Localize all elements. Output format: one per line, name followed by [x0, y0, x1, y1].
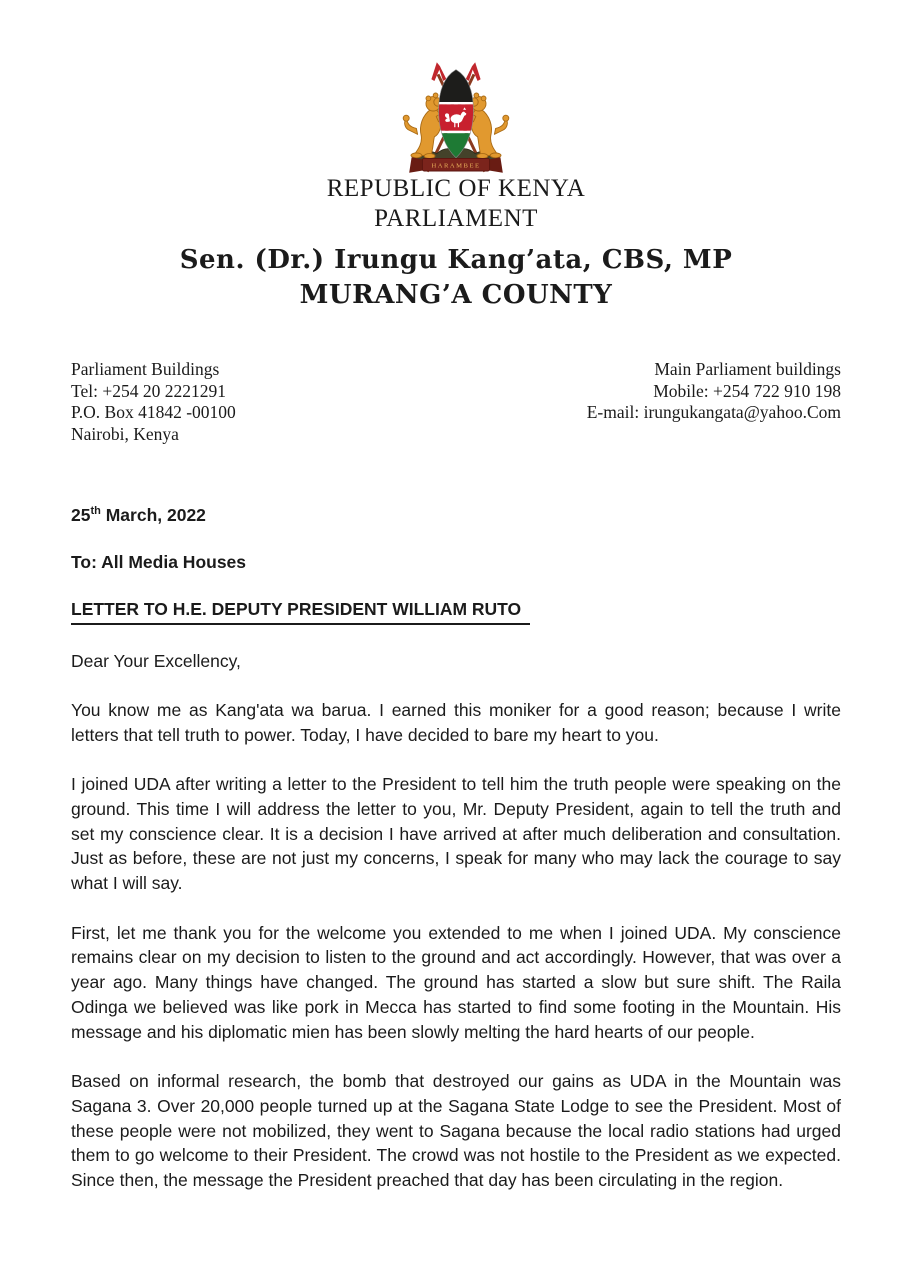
- date-day: 25: [71, 504, 91, 525]
- subject-text: LETTER TO H.E. DEPUTY PRESIDENT WILLIAM RUTO: [71, 597, 530, 625]
- subject-line: [71, 597, 841, 625]
- contact-left-line: Nairobi, Kenya: [71, 423, 179, 444]
- motto-text: HARAMBEE: [431, 162, 481, 170]
- kenya-coat-of-arms: [378, 60, 534, 174]
- paragraph: I joined UDA after writing a letter to the President to tell him the truth people were speaking on the ground. This time I will address the letter to you, Mr. Deputy President, again to tell the truth and set my conscience clear. It is a decision I have arrived at after much deliberation and consultation. Just as before, these are not just my concerns, I speak for many who may lack the courage to say what I will say.: [71, 774, 841, 894]
- paragraph: Based on informal research, the bomb that destroyed our gains as UDA in the Mountain was Sagana 3. Over 20,000 people turned up at the Sagana State Lodge to see the President. Most of these people were not mobilized, they went to Sagana because the local radio stations had urged them to go welcome to their President. The crowd was not hostile to the President as we expected. Since then, the message the President preached that day has been circulating in the region.: [71, 1071, 841, 1191]
- contact-block: [71, 359, 841, 445]
- letter-body: [71, 499, 841, 1193]
- letterhead-senator: Sen. (Dr.) Irungu Kang’ata, CBS, MP: [179, 245, 733, 275]
- contact-right-line: Mobile: +254 722 910 198: [653, 380, 841, 401]
- contact-left-line: Parliament Buildings: [71, 359, 220, 379]
- motto-banner: [409, 157, 503, 173]
- letterhead-county: MURANG’A COUNTY: [299, 280, 613, 310]
- contact-left-line: Tel: +254 20 2221291: [71, 380, 226, 401]
- date-line: [71, 499, 841, 528]
- letterhead-parliament: PARLIAMENT: [374, 205, 538, 232]
- to-line: To: All Media Houses: [71, 551, 247, 572]
- contact-right: [587, 359, 841, 445]
- contact-right-line: E-mail: irungukangata@yahoo.Com: [586, 402, 841, 422]
- contact-left: [71, 359, 236, 445]
- paragraph: First, let me thank you for the welcome you extended to me when I joined UDA. My conscience remains clear on my decision to listen to the ground and act accordingly. However, that was over a year ago. Many things have changed. The ground has started a slow but sure shift. The Raila Odinga we believed was like pork in Mecca has started to find some footing in the Mountain. His message and his diplomatic mien has been slowly melting the hard hearts of our people.: [71, 922, 841, 1042]
- date-ordinal: th: [90, 505, 101, 517]
- date-rest: March, 2022: [100, 504, 206, 525]
- letterhead-republic: REPUBLIC OF KENYA: [326, 175, 586, 202]
- salutation: Dear Your Excellency,: [71, 650, 241, 671]
- paragraph: You know me as Kang'ata wa barua. I earned this moniker for a good reason; because I write letters that tell truth to power. Today, I have decided to bare my heart to you.: [71, 699, 841, 745]
- letterhead: [71, 60, 841, 313]
- contact-left-line: P.O. Box 41842 -00100: [71, 402, 236, 422]
- contact-right-line: Main Parliament buildings: [654, 359, 841, 379]
